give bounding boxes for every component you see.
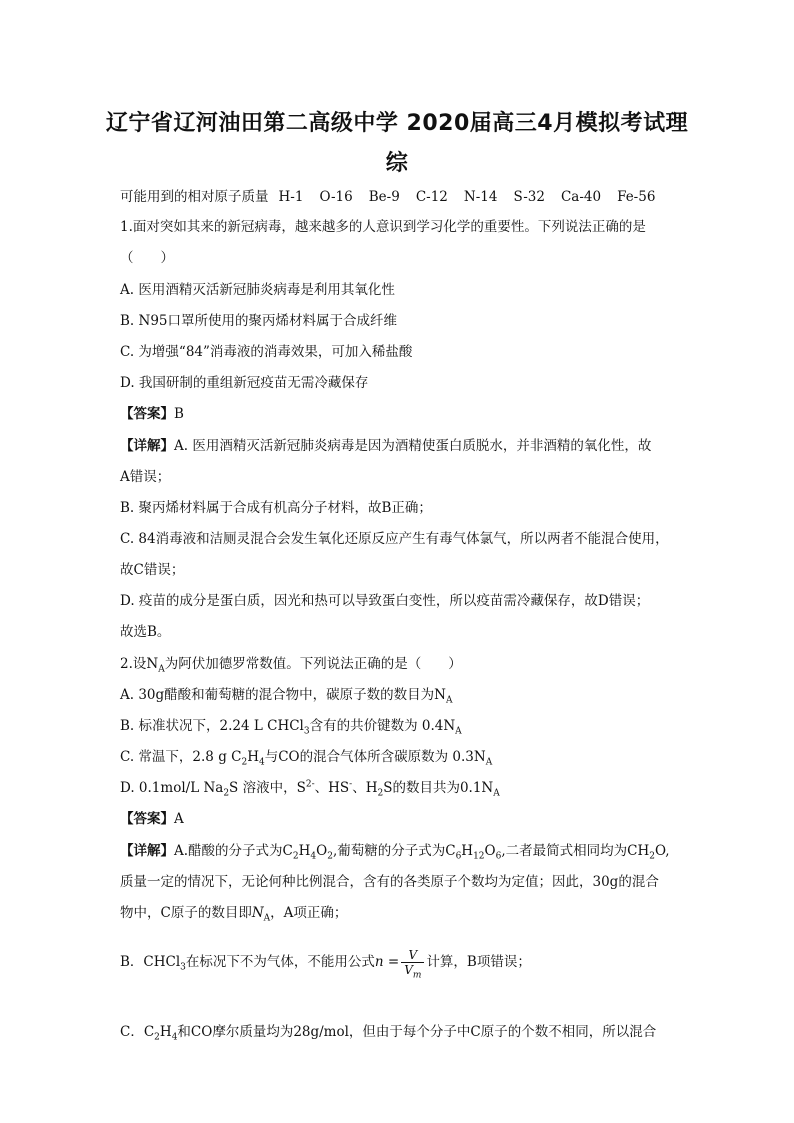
q2-detail-a1: A.醋酸的分子式为C [174, 843, 293, 859]
q1-detail-line1 [120, 436, 680, 456]
answer-tag: 【答案】 [120, 406, 174, 422]
mass-item: Be-9 [368, 189, 400, 205]
q1-option-d: D. 我国研制的重组新冠疫苗无需冷藏保存 [120, 375, 369, 391]
sub-4: 4 [310, 851, 317, 862]
sub-4: 4 [171, 1032, 178, 1043]
q2-option-d-mid1: S 溶液中，S [229, 780, 306, 796]
formula-n: n = [374, 954, 400, 970]
q2-option-b-mid: 含有的共价键数为 0.4N [309, 718, 456, 734]
q1-option-c: C. 为增强“84”消毒液的消毒效果，可加入稀盐酸 [120, 344, 413, 360]
sub-a: A [455, 726, 462, 737]
q2-detail-a7: ,二者最简式相同均为CH [501, 843, 650, 859]
q2-detail-line3-post: ，A项正确； [270, 905, 348, 921]
sub-2: 2 [292, 851, 299, 862]
q2-detail-c: C．$C_2H_4$和CO摩尔质量均为28g/mol，但由于每个分子中C原子的个数不相同，所以混合 [120, 1024, 657, 1043]
q1-detail-text: A. 医用酒精灭活新冠肺炎病毒是因为酒精使蛋白质脱水，并非酒精的氧化性，故 [174, 438, 652, 454]
q2-stem [120, 654, 680, 674]
document-title-line2: 综 [385, 151, 409, 176]
q2-detail-line3 [120, 903, 680, 923]
fraction-denominator [401, 963, 424, 981]
q2-option-b-pre: B. 标准状况下，2.24 L CHCl [120, 718, 304, 734]
q2-option-d-mid2: 、HS [314, 780, 350, 796]
sub-4: 4 [258, 757, 265, 768]
mass-item: N-14 [463, 189, 498, 205]
sup-2minus: 2- [305, 779, 315, 790]
q1-detail-line7: 故选B。 [120, 624, 171, 640]
q2-detail-c-pre: C．C [120, 1024, 155, 1040]
sub-6: 6 [455, 851, 462, 862]
q2-detail-line3-pre: 物中，C原子的数目即 [120, 905, 252, 921]
q2-detail-line3-n: N [251, 905, 264, 921]
sub-3: 3 [303, 726, 310, 737]
q2-option-d-mid4: S的数目共为0.1N [383, 780, 494, 796]
sub-a: A [445, 695, 453, 706]
document-title-line1: 辽宁省辽河油田第二高级中学 2020届高三4月模拟考试理 [105, 111, 689, 136]
q2-detail-line1 [120, 841, 680, 861]
mass-item: H-1 [278, 189, 304, 205]
q1-detail-line6: D. 疫苗的成分是蛋白质，因光和热可以导致蛋白变性，所以疫苗需冷藏保存，故D错误； [120, 593, 650, 609]
q2-detail-a4: ,葡萄糖的分子式为C [332, 843, 456, 859]
sub-2: 2 [241, 757, 248, 768]
q1-answer [120, 404, 680, 424]
q2-option-a-text: A. 30g醋酸和葡萄糖的混合物中，碳原子数的数目为N [120, 687, 446, 703]
q1-option-a: A. 医用酒精灭活新冠肺炎病毒是利用其氧化性 [120, 282, 395, 298]
q1-detail-line3: B. 聚丙烯材料属于合成有机高分子材料，故B正确； [120, 500, 432, 516]
q2-option-c: C. 常温下，2.8 g $C_2H_4$与CO的混合气体所含碳原数为 $0.3N_A$ [120, 749, 493, 768]
q2-detail-b-pre: B．CHCl [120, 954, 181, 970]
q2-answer [120, 809, 680, 829]
fraction-denominator-v: V [404, 963, 413, 977]
q2-option-b [120, 716, 680, 736]
q1-option-b: B. N95口罩所使用的聚丙烯材料属于合成纤维 [120, 313, 397, 329]
q2-option-d-mid3: 、H [352, 780, 378, 796]
sub-2: 2 [327, 851, 333, 862]
q2-detail-a8: O, [654, 843, 670, 859]
sub-6: 6 [495, 851, 502, 862]
sub-3: 3 [180, 962, 186, 973]
q2-detail-a2: H [298, 843, 311, 859]
q2-detail-line2: 质量一定的情况下，无论何种比例混合，含有的各类原子个数均为定值；因此，30g的混合 [120, 874, 659, 890]
q1-stem: 1.面对突如其来的新冠病毒，越来越多的人意识到学习化学的重要性。下列说法正确的是 [120, 219, 646, 235]
detail-tag: 【详解】 [120, 438, 174, 454]
q2-option-a [120, 685, 680, 705]
q2-option-c-pre: C. 常温下，2.8 g C [120, 749, 242, 765]
q2-detail-b-mid: 在标况下不为气体，不能用公式 [185, 954, 375, 970]
sub-2: 2 [649, 851, 655, 862]
sub-a: A [263, 913, 271, 924]
q1-detail-line4: C. 84消毒液和洁厕灵混合会发生氧化还原反应产生有毒气体氯气，所以两者不能混合使用， [120, 531, 669, 547]
q1-stem-blank: （ ） [120, 250, 174, 266]
mass-item: Fe-56 [617, 189, 656, 205]
q2-detail-a5: H [461, 843, 474, 859]
sub-a: A [493, 788, 500, 799]
q2-stem-sub: A [158, 664, 165, 675]
answer-tag: 【答案】 [120, 811, 174, 827]
sub-2: 2 [154, 1032, 160, 1043]
sub-2: 2 [223, 788, 230, 799]
q2-detail-a3: O [316, 843, 328, 859]
sup-minus: - [349, 779, 353, 790]
fraction-numerator: V [401, 948, 424, 963]
q2-detail-b [120, 948, 680, 981]
formula-fraction [401, 948, 424, 981]
sub-2: 2 [377, 788, 384, 799]
mass-item: S-32 [513, 189, 545, 205]
atomic-masses-label: 可能用到的相对原子质量 [120, 189, 269, 205]
mass-item: Ca-40 [560, 189, 602, 205]
atomic-masses-line [120, 187, 680, 207]
q2-detail-b-post: 计算，B项错误； [426, 954, 531, 970]
mass-item: O-16 [319, 189, 353, 205]
q2-stem-post: 为阿伏加德罗常数值。下列说法正确的是（ ） [164, 656, 462, 672]
detail-tag: 【详解】 [120, 843, 174, 859]
q2-option-d [120, 778, 680, 798]
q1-detail-line2: A错误； [120, 469, 171, 485]
sub-a: A [485, 757, 493, 768]
q2-detail-c-mid: 和CO摩尔质量均为28g/mol，但由于每个分子中C原子的个数不相同，所以混合 [177, 1024, 657, 1040]
q2-detail-a6: O [484, 843, 496, 859]
q1-answer-value: B [174, 406, 184, 422]
sub-m: m [412, 970, 422, 981]
sub-12: 12 [473, 851, 485, 862]
mass-item: C-12 [415, 189, 448, 205]
q2-option-d-pre: D. 0.1mol/L Na [120, 780, 224, 796]
q2-option-c-mid: 与CO的混合气体所含碳原数为 0.3N [264, 749, 486, 765]
q1-detail-line5: 故C错误； [120, 562, 185, 578]
q2-answer-value: A [174, 811, 184, 827]
q2-stem-pre: 2.设N [120, 656, 159, 672]
